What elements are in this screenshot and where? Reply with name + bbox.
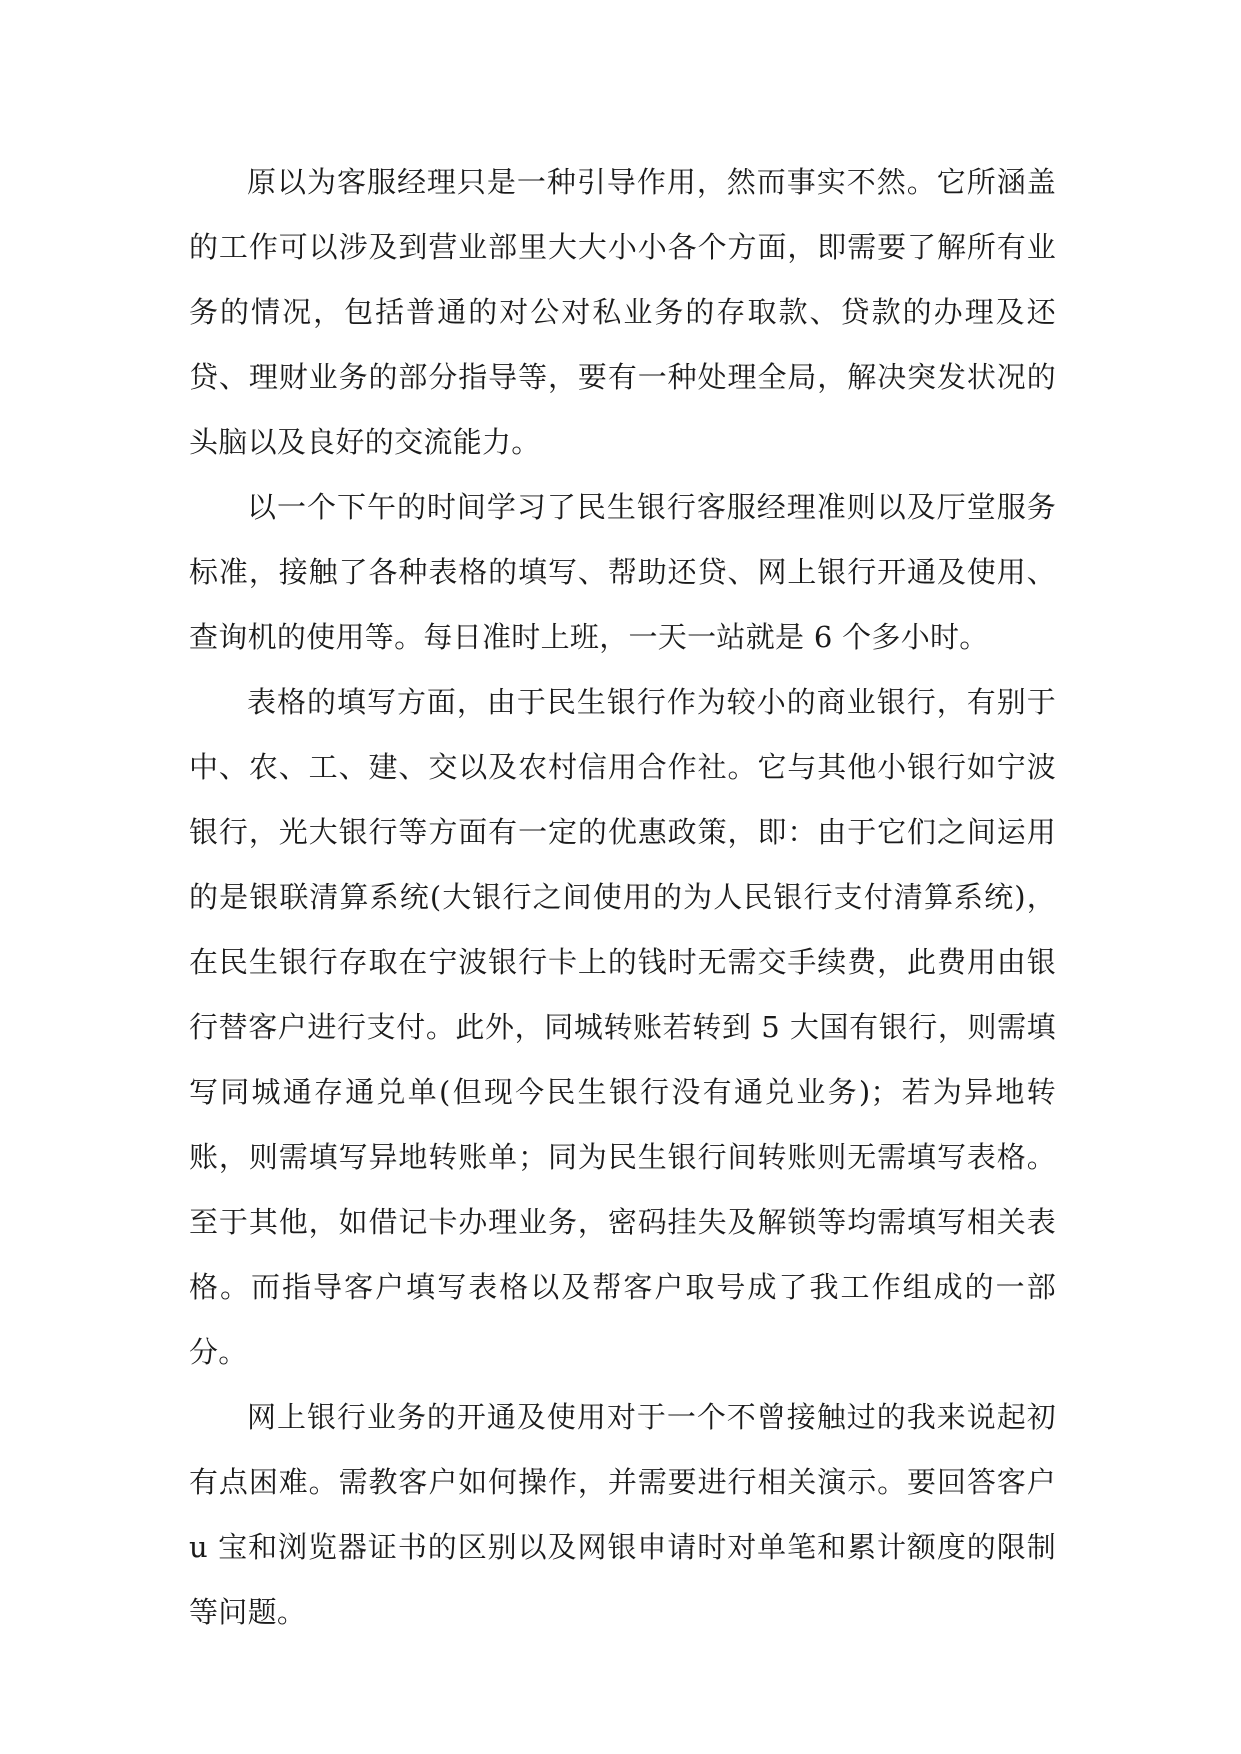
paragraph-customer-manager-role: 原以为客服经理只是一种引导作用，然而事实不然。它所涵盖的工作可以涉及到营业部里大大小小各个方面，即需要了解所有业务的情况，包括普通的对公对私业务的存取款、贷款的办理及还贷、理财业务的部分指导等，要有一种处理全局，解决突发状况的头脑以及良好的交流能力。 <box>189 165 1056 459</box>
paragraph-online-banking: 网上银行业务的开通及使用对于一个不曾接触过的我来说起初有点困难。需教客户如何操作，并需要进行相关演示。要回答客户 u 宝和浏览器证书的区别以及网银申请时对单笔和累计额度的限制等问题。 <box>189 1400 1056 1629</box>
paragraph-training-afternoon: 以一个下午的时间学习了民生银行客服经理准则以及厅堂服务标准，接触了各种表格的填写、帮助还贷、网上银行开通及使用、查询机的使用等。每日准时上班，一天一站就是 6 个多小时。 <box>189 490 1056 654</box>
paragraph-form-filling: 表格的填写方面，由于民生银行作为较小的商业银行，有别于中、农、工、建、交以及农村信用合作社。它与其他小银行如宁波银行，光大银行等方面有一定的优惠政策，即：由于它们之间运用的是银联清算系统(大银行之间使用的为人民银行支付清算系统)，在民生银行存取在宁波银行卡上的钱时无需交手续费，此费用由银行替客户进行支付。此外，同城转账若转到 5 大国有银行，则需填写同城通存通兑单(但现今民生银行没有通兑业务)；若为异地转账，则需填写异地转账单；同为民生银行间转账则无需填写表格。至于其他，如借记卡办理业务，密码挂失及解锁等均需填写相关表格。而指导客户填写表格以及帮客户取号成了我工作组成的一部分。 <box>189 685 1056 1369</box>
document-body <box>189 150 1056 1645</box>
